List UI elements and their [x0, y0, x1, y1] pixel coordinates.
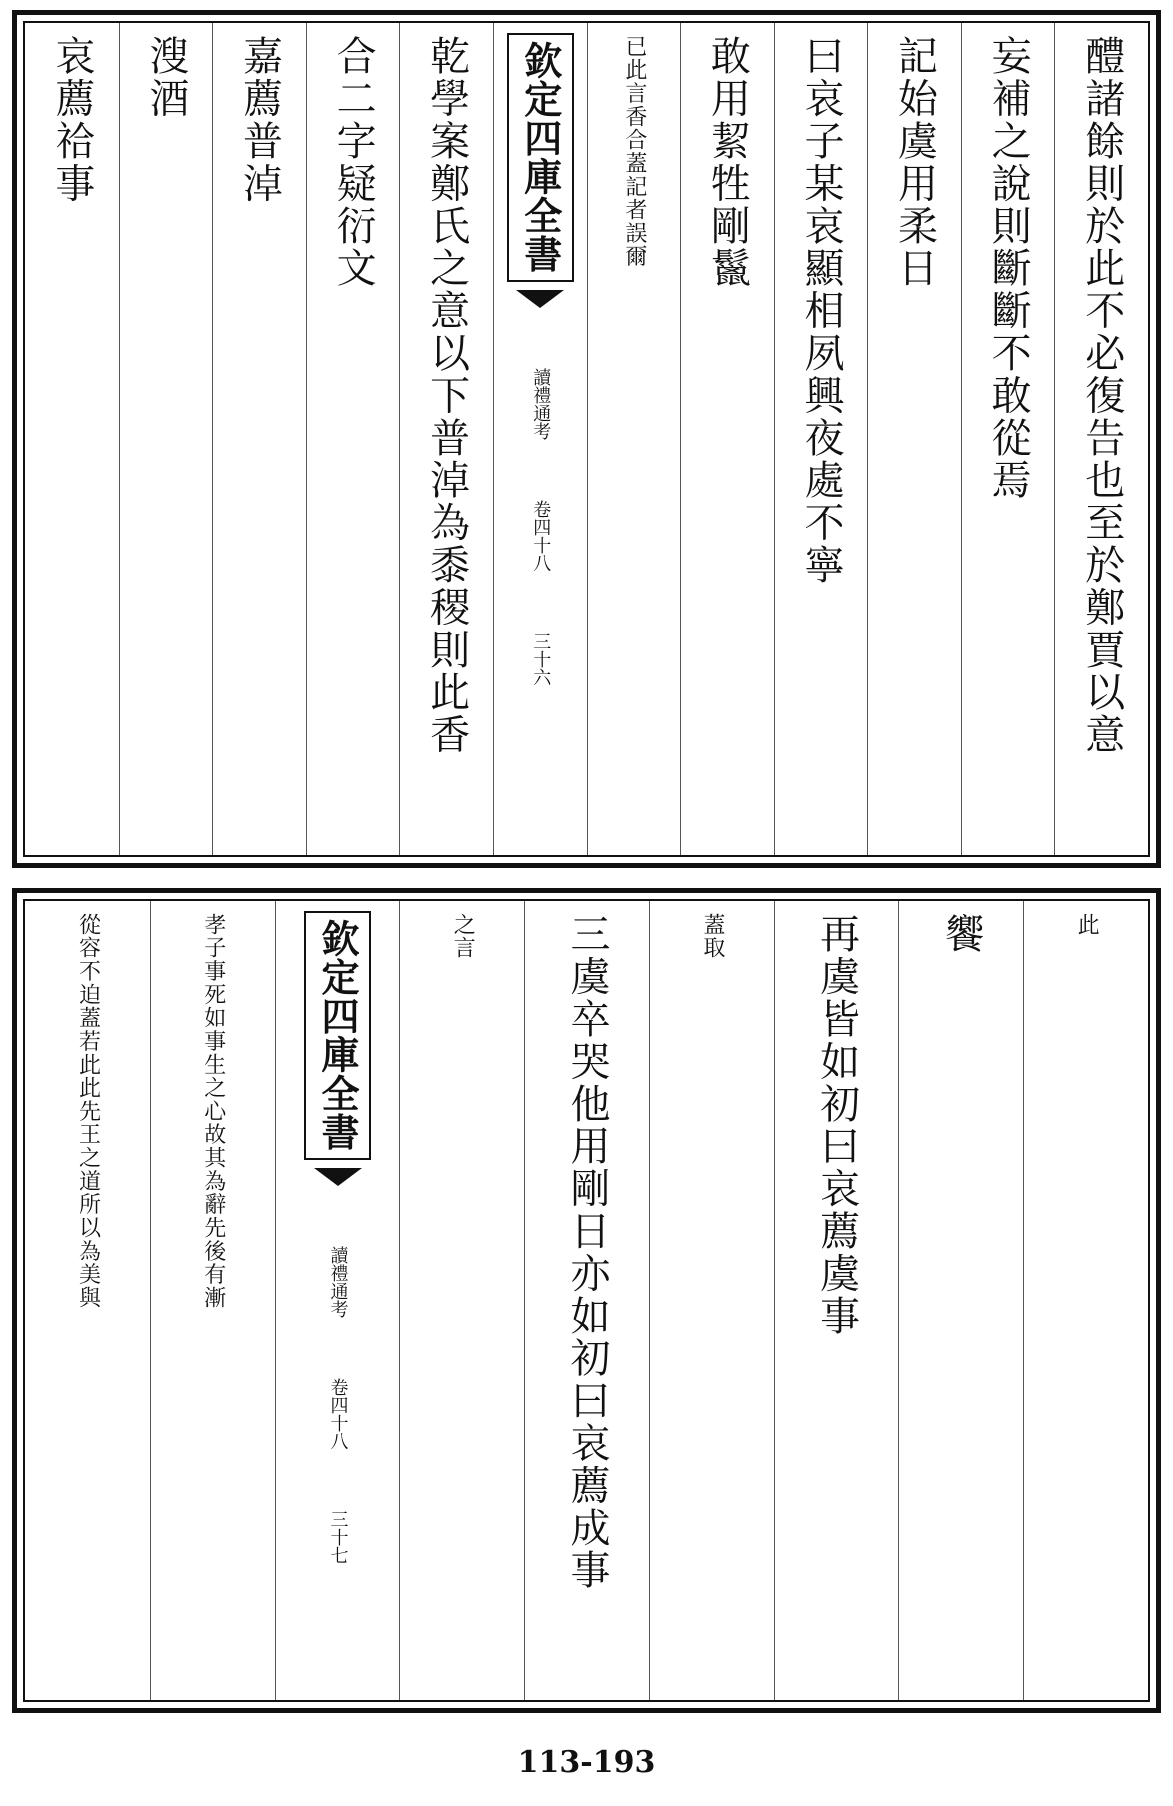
header-leaf: 三十六	[530, 631, 552, 686]
main-text: 敢用絜牲剛鬣	[704, 35, 751, 290]
lower-half-page	[12, 888, 1161, 1713]
commentary-text: 此	[1074, 913, 1100, 937]
text-column	[524, 901, 649, 1700]
text-column	[961, 23, 1055, 855]
fish-tail-mark	[314, 1168, 362, 1186]
text-column	[399, 23, 493, 855]
main-text: 再虞皆如初曰哀薦虞事	[813, 913, 860, 1337]
text-column	[25, 23, 119, 855]
commentary-text: 從容不迫蓋若此此先王之道所以為美與	[75, 913, 101, 1310]
main-text: 妄補之說則斷斷不敢從焉	[985, 35, 1032, 502]
header-book: 讀禮通考	[327, 1245, 349, 1318]
text-column	[867, 23, 961, 855]
text-column	[1054, 23, 1148, 855]
text-column	[119, 23, 213, 855]
header-column	[493, 23, 587, 855]
main-text: 曰哀子某哀顯相夙興夜處不寧	[797, 35, 844, 587]
commentary-text: 已此言香合蓋記者誤爾	[621, 35, 647, 269]
main-text: 乾學案鄭氏之意以下普淖為黍稷則此香	[423, 35, 470, 756]
text-column	[25, 901, 150, 1700]
main-text: 饗	[938, 913, 985, 956]
main-text: 合二字疑衍文	[330, 35, 377, 290]
commentary-text: 蓋取	[699, 913, 725, 960]
main-text: 哀薦祫事	[48, 35, 95, 205]
text-column	[399, 901, 524, 1700]
header-book: 讀禮通考	[530, 367, 552, 440]
text-column	[150, 901, 275, 1700]
upper-text-frame	[23, 21, 1150, 857]
main-text: 溲酒	[142, 35, 189, 120]
book-title-box: 欽定四庫全書	[507, 33, 574, 282]
header-leaf: 三十七	[327, 1509, 349, 1564]
text-column	[587, 23, 681, 855]
header-column	[275, 901, 400, 1700]
page-number: 113-193	[517, 1745, 656, 1780]
header-volume: 卷四十八	[530, 499, 552, 572]
lower-text-frame	[23, 899, 1150, 1702]
main-text: 嘉薦普淖	[236, 35, 283, 205]
header-volume: 卷四十八	[327, 1377, 349, 1450]
text-column	[898, 901, 1023, 1700]
commentary-text: 孝子事死如事生之心故其為辭先後有漸	[200, 913, 226, 1310]
text-column	[774, 901, 899, 1700]
book-title-box: 欽定四庫全書	[304, 911, 371, 1160]
text-column	[1023, 901, 1148, 1700]
text-column	[680, 23, 774, 855]
text-column	[649, 901, 774, 1700]
main-text: 三虞卒哭他用剛日亦如初曰哀薦成事	[564, 913, 611, 1592]
fish-tail-mark	[516, 290, 564, 308]
text-column	[212, 23, 306, 855]
text-column	[774, 23, 868, 855]
upper-half-page	[12, 10, 1161, 868]
text-column	[306, 23, 400, 855]
main-text: 醴諸餘則於此不必復告也至於鄭賈以意	[1078, 35, 1125, 756]
commentary-text: 之言	[450, 913, 476, 960]
main-text: 記始虞用柔日	[891, 35, 938, 290]
